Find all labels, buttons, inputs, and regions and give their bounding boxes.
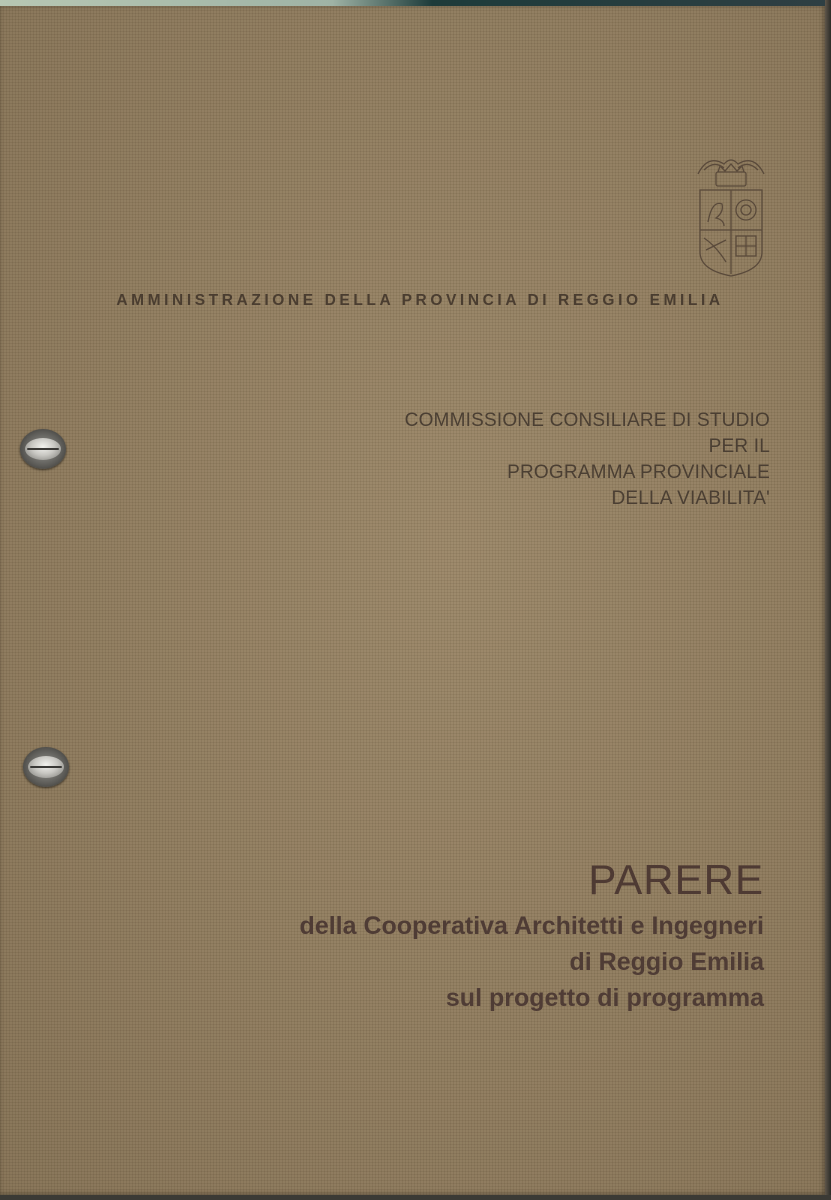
commission-line: COMMISSIONE CONSILIARE DI STUDIO [404,410,770,431]
subtitle-line: di Reggio Emilia [569,948,764,976]
coat-of-arms-icon [694,152,768,278]
binding-rivet-icon [20,429,66,469]
administration-header: AMMINISTRAZIONE DELLA PROVINCIA DI REGGIO EMILIA [116,292,724,309]
page-edge [0,1195,831,1200]
subtitle-line: della Cooperativa Architetti e Ingegneri [299,912,764,940]
page-edge [825,0,831,1200]
commission-line: DELLA VIABILITA' [611,488,770,509]
document-subtitle [300,908,764,1016]
document-title: PARERE [588,856,764,903]
commission-line: PROGRAMMA PROVINCIALE [507,462,770,483]
binding-rivet-icon [23,747,69,787]
cover-page [0,6,826,1196]
subtitle-line: sul progetto di programma [445,984,764,1012]
commission-block [405,408,770,512]
commission-line: PER IL [708,436,770,457]
